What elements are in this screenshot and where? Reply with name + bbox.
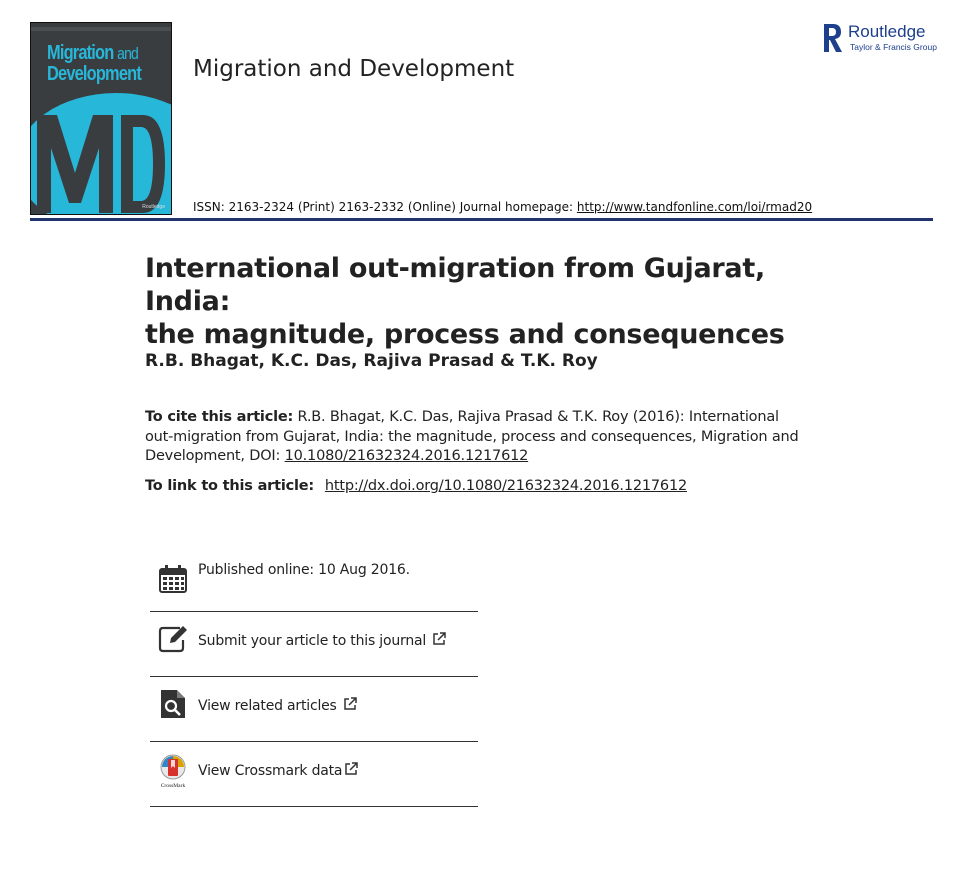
crossmark-item[interactable] — [150, 742, 478, 807]
logo-name: Routledge — [848, 22, 926, 41]
calendar-icon — [158, 564, 188, 594]
logo-subtitle: Taylor & Francis Group — [850, 42, 937, 52]
article-actions-list — [150, 548, 478, 807]
cover-title: Migration and Development — [47, 42, 141, 85]
journal-homepage-link[interactable]: http://www.tandfonline.com/loi/rmad20 — [576, 200, 813, 214]
article-authors: R.B. Bhagat, K.C. Das, Rajiva Prasad & T.K. Roy — [145, 351, 598, 371]
crossmark-icon — [158, 754, 188, 788]
citation-block — [145, 408, 805, 467]
edit-icon — [158, 624, 188, 654]
crossmark-label: View Crossmark data — [198, 762, 358, 779]
crossmark-caption: CrossMark — [160, 783, 186, 788]
external-link-icon — [344, 762, 358, 776]
routledge-logo — [820, 20, 938, 56]
published-online-item — [150, 548, 478, 612]
submit-article-item[interactable] — [150, 612, 478, 677]
external-link-icon — [432, 632, 446, 646]
article-link-line — [145, 478, 687, 494]
cite-doi-link[interactable]: 10.1080/21632324.2016.1217612 — [284, 448, 529, 464]
document-search-icon — [158, 689, 188, 719]
related-articles-label: View related articles — [198, 697, 357, 714]
routledge-r-icon — [822, 22, 844, 54]
cite-text: R.B. Bhagat, K.C. Das, Rajiva Prasad & T.K. Roy (2016): International out-migration from Gujarat, India: the magnitude, process and consequences, Migration and Development, DOI: — [145, 409, 799, 464]
article-doi-link[interactable]: http://dx.doi.org/10.1080/21632324.2016.1217612 — [324, 478, 688, 494]
article-title: International out-migration from Gujarat, India: the magnitude, process and consequences — [145, 253, 785, 350]
journal-cover-image — [30, 22, 172, 215]
issn-text: ISSN: 2163-2324 (Print) 2163-2332 (Online) Journal homepage: — [193, 200, 577, 214]
journal-name: Migration and Development — [193, 56, 515, 82]
submit-article-label: Submit your article to this journal — [198, 632, 446, 649]
related-articles-item[interactable] — [150, 677, 478, 742]
cite-label: To cite this article: — [145, 409, 294, 425]
header-divider — [30, 218, 933, 221]
external-link-icon — [343, 697, 357, 711]
published-online-label: Published online: 10 Aug 2016. — [198, 562, 410, 578]
issn-line — [193, 200, 812, 214]
cover-publisher: Routledge — [142, 204, 165, 210]
link-label: To link to this article: — [145, 478, 319, 494]
